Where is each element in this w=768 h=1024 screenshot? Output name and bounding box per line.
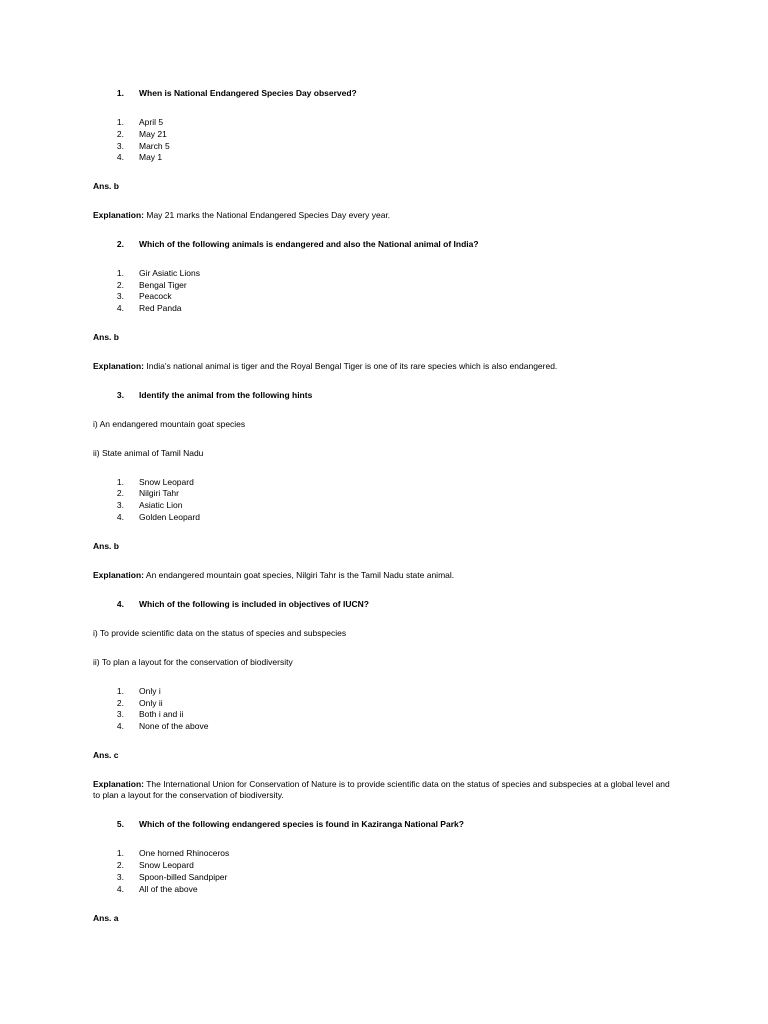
explanation-text: May 21 marks the National Endangered Species Day every year. [144,210,391,220]
option-text: March 5 [139,141,170,151]
explanation-label: Explanation: [93,361,145,371]
option-number: 3. [116,872,124,882]
question-text: Which of the following is included in objectives of IUCN? [139,599,369,609]
hint: ii) To plan a layout for the conservation of biodiversity [93,657,293,667]
explanation [93,361,557,372]
question-number: 3. [116,390,124,400]
option-number: 3. [116,709,124,719]
option-number: 2. [116,129,124,139]
option-number: 4. [116,884,124,894]
question-text: When is National Endangered Species Day observed? [139,88,357,98]
option-number: 1. [116,268,124,278]
hint: i) To provide scientific data on the status of species and subspecies [93,628,347,638]
question-number: 4. [116,599,124,609]
option-text: Both i and ii [139,709,184,719]
question-number: 5. [116,819,124,829]
option-text: Bengal Tiger [139,280,187,290]
option-number: 2. [116,698,124,708]
hint: ii) State animal of Tamil Nadu [93,448,204,458]
option-text: Peacock [139,291,172,301]
option-number: 4. [116,512,124,522]
option-text: April 5 [139,117,164,127]
answer: Ans. c [93,750,119,760]
option-text: May 21 [139,129,167,139]
option-number: 1. [116,477,124,487]
question-number: 2. [116,239,124,249]
hint: i) An endangered mountain goat species [93,419,246,429]
explanation [93,779,678,801]
option-number: 2. [116,488,124,498]
answer: Ans. b [93,541,119,551]
option-text: Nilgiri Tahr [139,488,179,498]
option-text: All of the above [139,884,198,894]
option-number: 3. [116,500,124,510]
option-text: Spoon-billed Sandpiper [139,872,228,882]
explanation-label: Explanation: [93,779,145,789]
question-text: Which of the following animals is endangered and also the National animal of India? [139,239,479,249]
explanation-label: Explanation: [93,570,145,580]
explanation-text: An endangered mountain goat species, Nilgiri Tahr is the Tamil Nadu state animal. [144,570,455,580]
option-text: Snow Leopard [139,477,194,487]
question-text: Identify the animal from the following hints [139,390,313,400]
question-number: 1. [116,88,124,98]
explanation-label: Explanation: [93,210,145,220]
question-text: Which of the following endangered species is found in Kaziranga National Park? [139,819,464,829]
option-text: Red Panda [139,303,182,313]
option-number: 3. [116,291,124,301]
option-text: One horned Rhinoceros [139,848,230,858]
option-number: 4. [116,721,124,731]
option-number: 2. [116,280,124,290]
option-text: May 1 [139,152,163,162]
option-text: Golden Leopard [139,512,200,522]
option-text: Gir Asiatic Lions [139,268,200,278]
option-number: 3. [116,141,124,151]
option-number: 1. [116,117,124,127]
answer: Ans. b [93,181,119,191]
explanation-text: The International Union for Conservation of Nature is to provide scientific data on the status of species and subspecies at a global level and to plan a layout for the conservation of biodiversity. [93,779,670,800]
option-number: 1. [116,848,124,858]
option-text: Only i [139,686,161,696]
option-text: Only ii [139,698,163,708]
option-text: None of the above [139,721,209,731]
explanation [93,210,390,221]
option-number: 1. [116,686,124,696]
option-number: 4. [116,152,124,162]
explanation-text: India’s national animal is tiger and the Royal Bengal Tiger is one of its rare species which is also endangered. [144,361,558,371]
option-text: Asiatic Lion [139,500,183,510]
option-text: Snow Leopard [139,860,194,870]
option-number: 4. [116,303,124,313]
answer: Ans. b [93,332,119,342]
answer: Ans. a [93,913,119,923]
explanation [93,570,454,581]
option-number: 2. [116,860,124,870]
